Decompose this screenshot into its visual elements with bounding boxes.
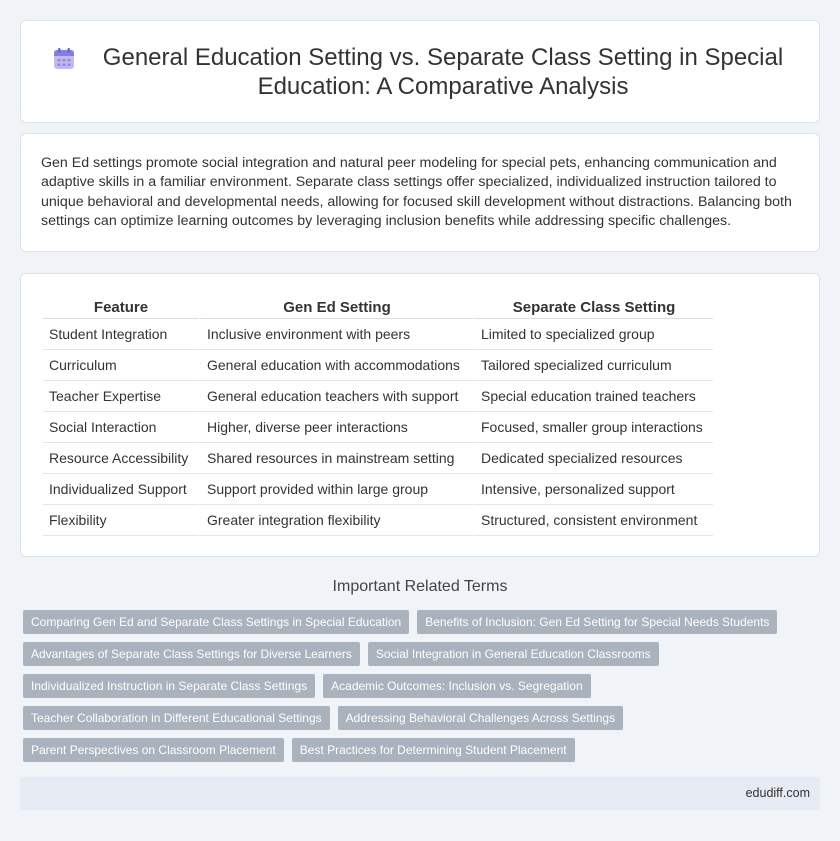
- header-card: [20, 20, 820, 123]
- table-cell: General education teachers with support: [199, 381, 473, 412]
- related-term-link[interactable]: Advantages of Separate Class Settings for Diverse Learners: [23, 642, 360, 666]
- table-row: [43, 505, 713, 536]
- table-row: [43, 443, 713, 474]
- table-cell: Flexibility: [43, 505, 199, 536]
- related-term-link[interactable]: Comparing Gen Ed and Separate Class Settings in Special Education: [23, 610, 409, 634]
- table-cell: Greater integration flexibility: [199, 505, 473, 536]
- related-term-link[interactable]: Teacher Collaboration in Different Educational Settings: [23, 706, 330, 730]
- table-cell: Tailored specialized curriculum: [473, 350, 713, 381]
- related-term-link[interactable]: Addressing Behavioral Challenges Across Settings: [338, 706, 623, 730]
- related-term-link[interactable]: Best Practices for Determining Student Placement: [292, 738, 575, 762]
- page-title: General Education Setting vs. Separate Class Setting in Special Education: A Comparative Analysis: [102, 43, 784, 100]
- tag-row: [23, 642, 823, 666]
- related-terms-heading: Important Related Terms: [332, 578, 508, 595]
- table-cell: Special education trained teachers: [473, 381, 713, 412]
- table-cell: Inclusive environment with peers: [199, 319, 473, 350]
- tag-row: [23, 674, 823, 698]
- footer-site-link[interactable]: edudiff.com: [745, 786, 810, 800]
- related-terms-list: [23, 610, 823, 770]
- summary-text: Gen Ed settings promote social integration and natural peer modeling for special pets, enhancing communication and adaptive skills in a familiar environment. Separate class settings offer specialized, individualized instruction tailored to unique behavioral and developmental needs, allowing for focused skill development without distractions. Balancing both settings can optimize learning outcomes by leveraging inclusion benefits while addressing specific challenges.: [41, 155, 792, 229]
- tag-row: [23, 706, 823, 730]
- table-cell: Resource Accessibility: [43, 443, 199, 474]
- table-row: [43, 381, 713, 412]
- tag-row: [23, 610, 823, 634]
- comparison-table-card: [20, 273, 820, 557]
- table-cell: Individualized Support: [43, 474, 199, 505]
- table-cell: Teacher Expertise: [43, 381, 199, 412]
- table-cell: Higher, diverse peer interactions: [199, 412, 473, 443]
- table-cell: Limited to specialized group: [473, 319, 713, 350]
- table-cell: Shared resources in mainstream setting: [199, 443, 473, 474]
- table-cell: Dedicated specialized resources: [473, 443, 713, 474]
- related-term-link[interactable]: Individualized Instruction in Separate Class Settings: [23, 674, 315, 698]
- table-row: [43, 319, 713, 350]
- table-cell: Focused, smaller group interactions: [473, 412, 713, 443]
- table-header-row: [43, 294, 713, 319]
- table-cell: Social Interaction: [43, 412, 199, 443]
- table-cell: Curriculum: [43, 350, 199, 381]
- comparison-table: [43, 294, 713, 536]
- table-cell: Support provided within large group: [199, 474, 473, 505]
- table-cell: General education with accommodations: [199, 350, 473, 381]
- related-term-link[interactable]: Benefits of Inclusion: Gen Ed Setting for Special Needs Students: [417, 610, 777, 634]
- column-header-separate-class: Separate Class Setting: [473, 294, 713, 319]
- calendar-icon: [51, 46, 77, 72]
- table-cell: Intensive, personalized support: [473, 474, 713, 505]
- table-cell: Student Integration: [43, 319, 199, 350]
- summary-card: [20, 133, 820, 252]
- related-term-link[interactable]: Parent Perspectives on Classroom Placement: [23, 738, 284, 762]
- related-term-link[interactable]: Academic Outcomes: Inclusion vs. Segregation: [323, 674, 590, 698]
- column-header-feature: Feature: [43, 294, 199, 319]
- tag-row: [23, 738, 823, 762]
- footer: [20, 777, 820, 810]
- table-row: [43, 412, 713, 443]
- table-cell: Structured, consistent environment: [473, 505, 713, 536]
- table-row: [43, 474, 713, 505]
- column-header-gen-ed: Gen Ed Setting: [199, 294, 473, 319]
- table-row: [43, 350, 713, 381]
- related-term-link[interactable]: Social Integration in General Education Classrooms: [368, 642, 659, 666]
